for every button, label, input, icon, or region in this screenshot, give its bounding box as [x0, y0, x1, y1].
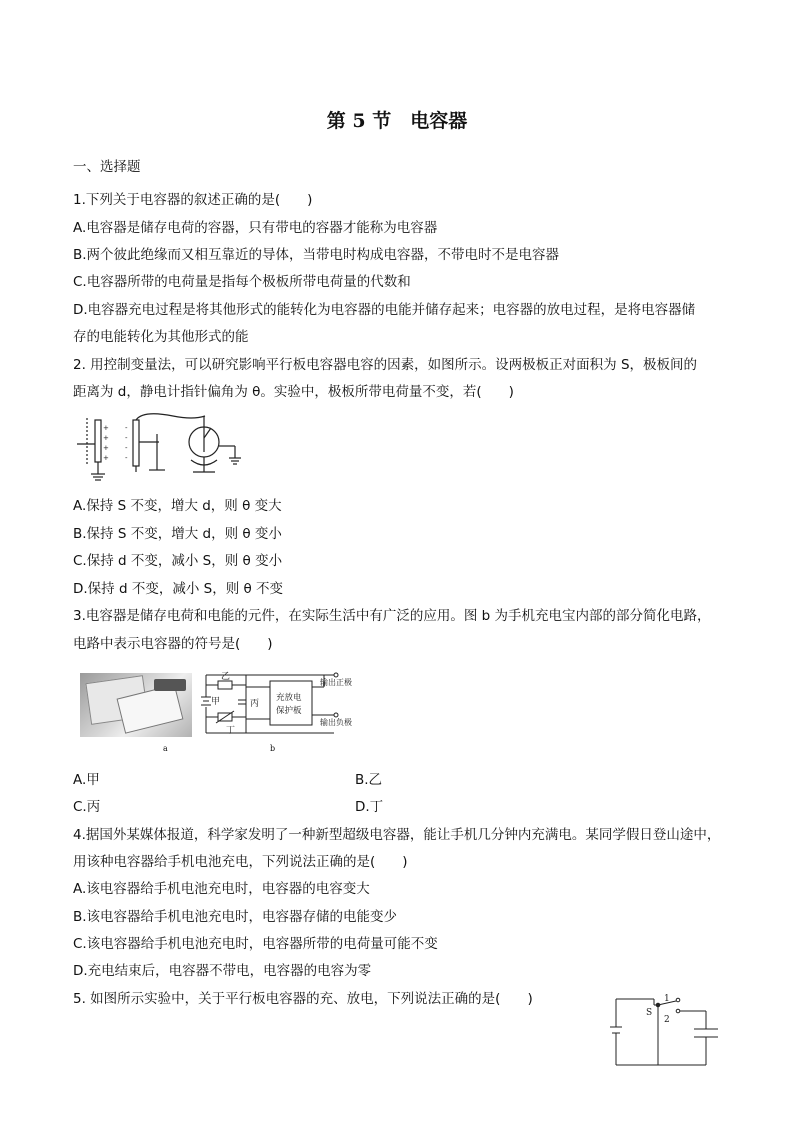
q3-stem-line1: 3.电容器是储存电荷和电能的元件，在实际生活中有广泛的应用。图 b 为手机充电宝内部的部分简化电路，: [73, 608, 711, 624]
charging-circuit-figure: [200, 667, 370, 741]
q3-option-b: B.乙: [355, 772, 383, 788]
q1-stem: 1.下列关于电容器的叙述正确的是( ): [73, 192, 313, 208]
symbol-jia-label: 甲: [211, 697, 221, 707]
q3-option-c: C.丙: [73, 799, 101, 815]
svg-text:-: -: [125, 424, 128, 432]
q2-option-a: A.保持 S 不变，增大 d，则 θ 变大: [73, 498, 282, 514]
q4-option-d: D.充电结束后，电容器不带电，电容器的电容为零: [73, 963, 372, 979]
svg-text:+: +: [103, 454, 109, 462]
q3-stem-line2: 电路中表示电容器的符号是( ): [73, 636, 273, 652]
q1-option-a: A.电容器是储存电荷的容器，只有带电的容器才能称为电容器: [73, 220, 438, 236]
q2-stem-line1: 2. 用控制变量法，可以研究影响平行板电容器电容的因素，如图所示。设两极板正对面积为 S，极板间的: [73, 357, 698, 373]
q1-option-b: B.两个彼此绝缘而又相互靠近的导体，当带电时构成电容器，不带电时不是电容器: [73, 247, 560, 263]
q4-option-b: B.该电容器给手机电池充电时，电容器存储的电能变少: [73, 909, 398, 925]
q4-stem-line1: 4.据国外某媒体报道，科学家发明了一种新型超级电容器，能让手机几分钟内充满电。某同学假日登山途中，: [73, 827, 721, 843]
figure-b-caption: b: [270, 744, 276, 753]
power-bank-photo: [80, 673, 192, 737]
output-negative-label: 输出负极: [320, 718, 352, 727]
charge-discharge-circuit-figure: [608, 993, 724, 1069]
output-positive-label: 输出正极: [320, 678, 352, 687]
q4-option-a: A.该电容器给手机电池充电时，电容器的电容变大: [73, 881, 370, 897]
switch-s-label: S: [646, 1008, 653, 1018]
q3-option-d: D.丁: [355, 799, 384, 815]
electrometer-figure: [73, 412, 253, 486]
q2-option-b: B.保持 S 不变，增大 d，则 θ 变小: [73, 526, 282, 542]
page-title: 第 5 节 电容器: [326, 110, 468, 132]
symbol-yi-label: 乙: [221, 672, 231, 682]
svg-text:+: +: [103, 444, 109, 452]
q4-stem-line2: 用该种电容器给手机电池充电，下列说法正确的是( ): [73, 854, 408, 870]
q2-stem-line2: 距离为 d，静电计指针偏角为 θ。实验中，极板所带电荷量不变，若( ): [73, 384, 514, 400]
q4-option-c: C.该电容器给手机电池充电时，电容器所带的电荷量可能不变: [73, 936, 438, 952]
svg-text:-: -: [125, 434, 128, 442]
switch-position-1-label: 1: [664, 994, 670, 1004]
q2-option-d: D.保持 d 不变，减小 S，则 θ 不变: [73, 581, 284, 597]
section-heading: 一、选择题: [73, 159, 141, 175]
figure-a-caption: a: [163, 744, 168, 753]
symbol-ding-label: 丁: [226, 726, 236, 736]
q5-stem: 5. 如图所示实验中，关于平行板电容器的充、放电，下列说法正确的是( ): [73, 991, 533, 1007]
svg-text:-: -: [125, 454, 128, 462]
protection-board-label-line1: 充放电: [276, 693, 302, 703]
svg-text:+: +: [103, 434, 109, 442]
switch-position-2-label: 2: [664, 1015, 670, 1025]
q1-option-c: C.电容器所带的电荷量是指每个极板所带电荷量的代数和: [73, 274, 411, 290]
q2-option-c: C.保持 d 不变，减小 S，则 θ 变小: [73, 553, 283, 569]
q1-option-d-line1: D.电容器充电过程是将其他形式的能转化为电容器的电能并储存起来；电容器的放电过程，是将电容器储: [73, 302, 696, 318]
svg-text:-: -: [125, 444, 128, 452]
q3-option-a: A.甲: [73, 772, 100, 788]
symbol-bing-label: 丙: [250, 699, 260, 709]
svg-text:+: +: [103, 424, 109, 432]
q1-option-d-line2: 存的电能转化为其他形式的能: [73, 329, 249, 345]
protection-board-label-line2: 保护板: [276, 706, 302, 716]
